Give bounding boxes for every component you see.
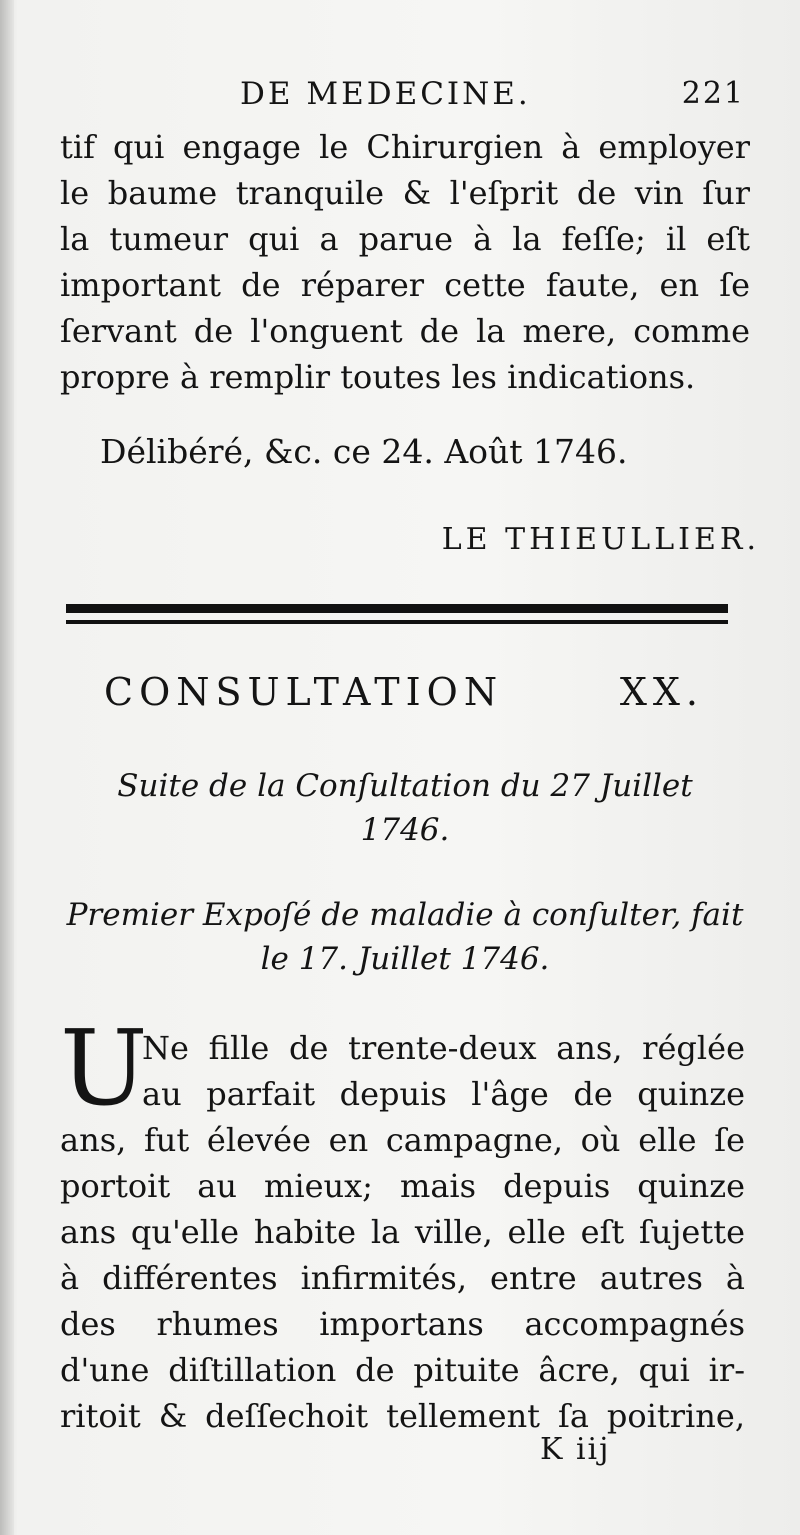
deliberation-date: Délibéré, &c. ce 24. Août 1746. — [100, 432, 628, 471]
consultation-title: CONSULTATION — [104, 670, 504, 714]
expose-line: Premier Expoſé de maladie à conſulter, fait — [66, 897, 744, 933]
subtitle-line: Suite de la Conſultation du 27 Juillet — [117, 768, 693, 804]
section-rule-thin — [66, 620, 728, 624]
running-head: DE MEDECINE. — [240, 76, 531, 112]
consultation-number: XX. — [619, 670, 704, 714]
text-line: important de réparer cette faute, en ſe — [60, 266, 750, 304]
expose-heading — [60, 893, 750, 981]
text-line: Ne fille de trente-deux ans, réglée — [142, 1029, 745, 1067]
text-line: propre à remplir toutes les indications. — [60, 358, 696, 396]
text-line: tif qui engage le Chirurgien à employer — [60, 128, 750, 166]
text-line: ans qu'elle habite la ville, elle eſt ſujette — [60, 1213, 745, 1251]
section-rule-thick — [66, 604, 728, 613]
text-line: au parfait depuis l'âge de quinze — [142, 1075, 745, 1113]
paragraph-continuation — [60, 124, 750, 400]
drop-cap: U — [60, 1007, 148, 1129]
text-line: des rhumes importans accompagnés — [60, 1305, 745, 1343]
paragraph-main — [60, 1025, 745, 1439]
consultation-heading — [104, 670, 704, 714]
page-gutter-shadow — [0, 0, 14, 1535]
catchword-signature-mark: K iij — [540, 1432, 611, 1467]
text-line: à différentes infirmités, entre autres à — [60, 1259, 745, 1297]
text-line: ſervant de l'onguent de la mere, comme — [60, 312, 750, 350]
text-line: portoit au mieux; mais depuis quinze — [60, 1167, 745, 1205]
signature-author: LE THIEULLIER. — [441, 522, 760, 557]
consultation-subtitle — [60, 764, 750, 852]
text-line: ans, fut élevée en campagne, où elle ſe — [60, 1121, 745, 1159]
subtitle-line: 1746. — [360, 812, 450, 848]
text-line: d'une diſtillation de pituite âcre, qui ir- — [60, 1351, 745, 1389]
page-number: 221 — [681, 76, 745, 111]
text-line: le baume tranquile & l'eſprit de vin ſur — [60, 174, 750, 212]
text-line: ritoit & deſſechoit tellement ſa poitrine, — [60, 1397, 745, 1435]
text-line: la tumeur qui a parue à la feſſe; il eſt — [60, 220, 750, 258]
expose-line: le 17. Juillet 1746. — [260, 941, 550, 977]
page-header — [60, 76, 745, 120]
